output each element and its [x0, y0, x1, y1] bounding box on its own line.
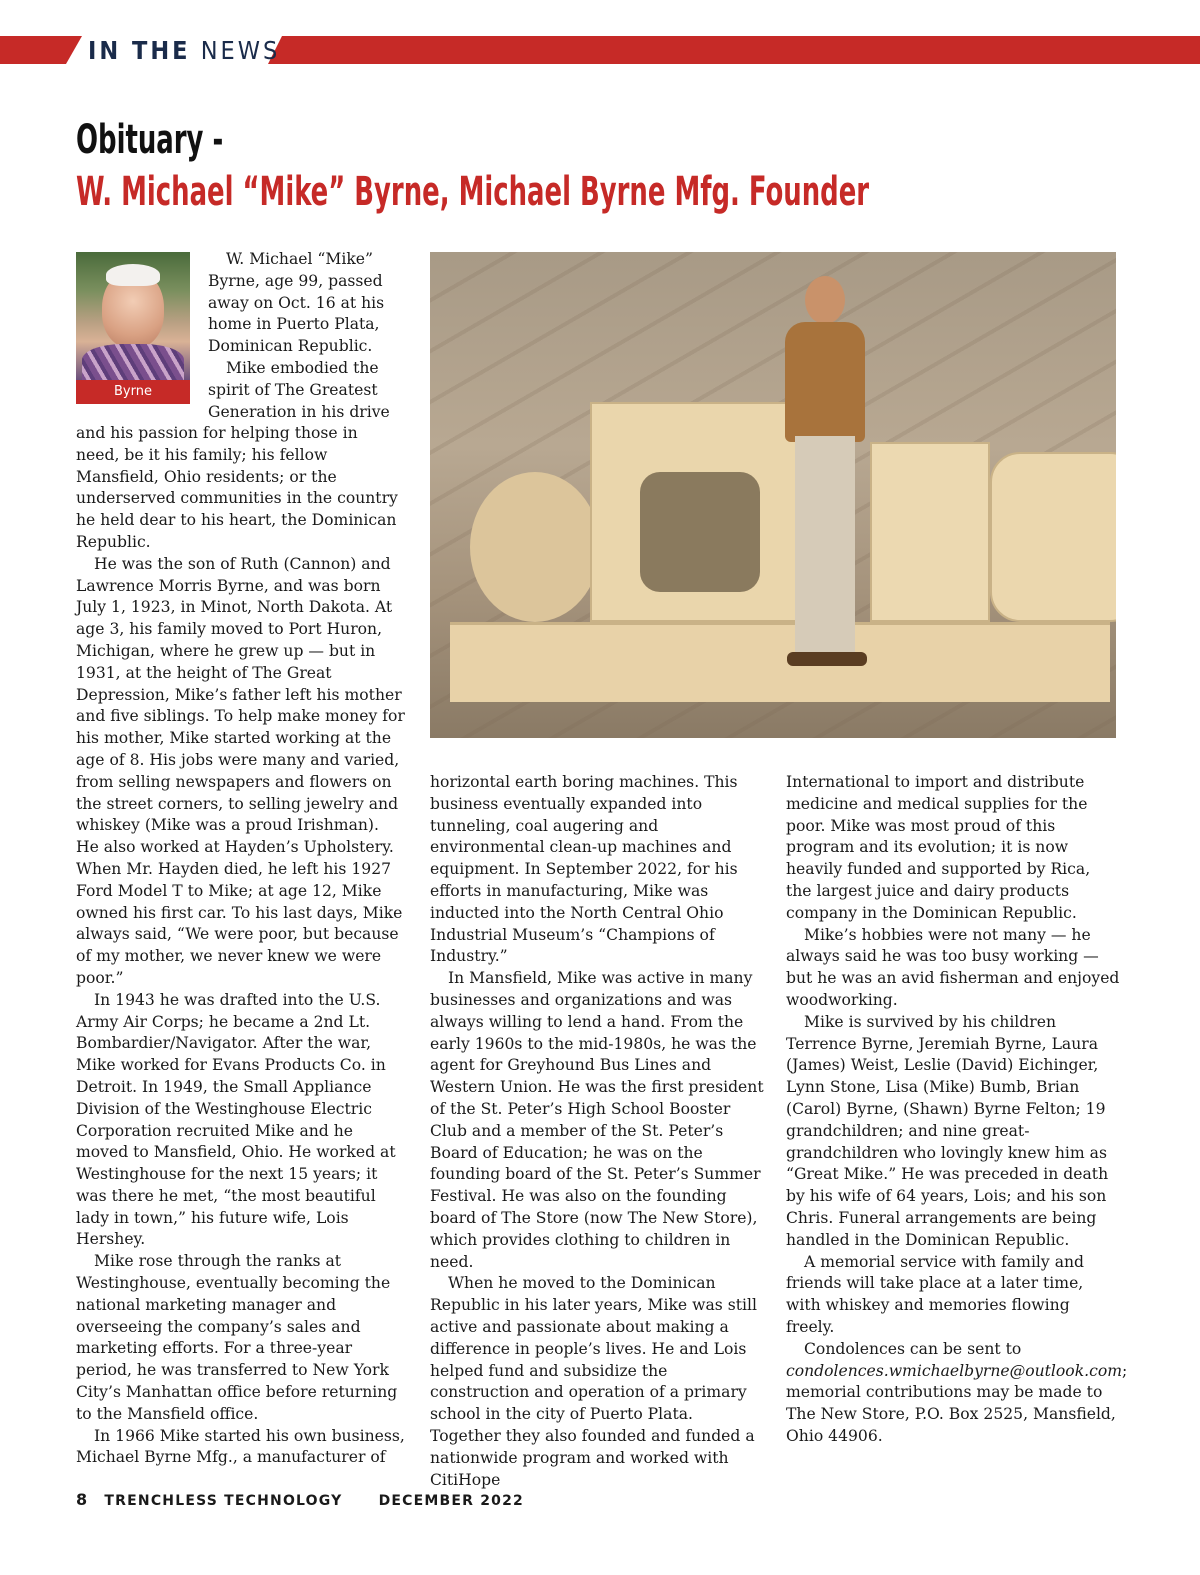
paragraph: Mike embodied the spirit of The Greatest Generation in his drive — [208, 358, 390, 421]
page-number: 8 — [76, 1490, 89, 1509]
portrait-shirt — [82, 344, 184, 380]
man-shirt — [785, 322, 865, 442]
intro-text — [208, 249, 404, 423]
machine-engine — [640, 472, 760, 592]
standing-man — [755, 276, 865, 676]
paragraph: International to import and distribute medicine and medical supplies for the poor. Mike was most proud of this program and its evolution; it is now heavily funded and supported by Rica, the largest juice and dairy products company in the Dominican Republic. — [786, 773, 1091, 922]
portrait-photo — [76, 252, 190, 380]
page-footer — [76, 1490, 524, 1509]
machine-tank — [870, 442, 990, 622]
paragraph: In Mansfield, Mike was active in many businesses and organizations and was always willing to lend a hand. From the early 1960s to the mid-1980s, he was the agent for Greyhound Bus Lines and Western Union. He was the first president of the St. Peter’s High School Booster Club and a member of the St. Peter’s Board of Education; he was on the founding board of the St. Peter’s Summer Festival. He was also on the founding board of The Store (now The New Store), which provides clothing to children in need. — [430, 969, 764, 1271]
column-2 — [430, 772, 764, 1491]
paragraph: horizontal earth boring machines. This business eventually expanded into tunneling, coal augering and environmental clean-up machines and equipment. In September 2022, for his efforts in manufacturing, Mike was inducted into the North Central Ohio Industrial Museum’s “Champions of Industry.” — [430, 773, 738, 966]
condolences-lead: Condolences can be sent to — [804, 1339, 1022, 1358]
paragraph: In 1966 Mike started his own business, Michael Byrne Mfg., a manufacturer of — [76, 1426, 405, 1467]
machine-drum — [990, 452, 1116, 622]
man-trousers — [795, 436, 855, 656]
magazine-name: TRENCHLESS TECHNOLOGY — [104, 1493, 343, 1509]
article-headline — [76, 114, 1136, 218]
condolences-email-link[interactable]: condolences.wmichaelbyrne@outlook.com — [786, 1361, 1123, 1380]
section-label — [88, 35, 280, 67]
header-band-right — [268, 36, 1200, 64]
paragraph: and his passion for helping those in need, be it his family; his fellow Mansfield, Ohio residents; or the underserved communities in the country he held dear to his heart, the Dominican Republic. — [76, 424, 398, 551]
paragraph: A memorial service with family and friends will take place at a later time, with whiskey and memories flowing freely. — [786, 1252, 1085, 1336]
section-label-strong: IN THE — [88, 36, 191, 65]
headline-kicker: Obituary - — [76, 117, 224, 163]
paragraph: He was the son of Ruth (Cannon) and Lawrence Morris Byrne, and was born July 1, 1923, in Minot, North Dakota. At age 3, his family moved to Port Huron, Michigan, where he grew up — but in 1931, at the height of The Great Depression, Mike’s father left his mother and five siblings. To help make money for his mother, Mike started working at the age of 8. His jobs were many and varied, from selling newspapers and flowers on the street corners, to selling jewelry and whiskey (Mike was a proud Irishman). He also worked at Hayden’s Upholstery. When Mr. Hayden died, he left his 1927 Ford Model T to Mike; at age 12, Mike owned his first car. To his last days, Mike always said, “We were poor, but because of my mother, we never knew we were poor.” — [76, 554, 405, 987]
paragraph: When he moved to the Dominican Republic in his later years, Mike was still active and passionate about making a difference in people’s lives. He and Lois helped fund and subsidize the construction and operation of a primary school in the city of Puerto Plata. Together they also founded and funded a nationwide program and worked with CitiHope — [430, 1274, 757, 1489]
condolences-tail: ; memorial contributions may be made to The New Store, P.O. Box 2525, Mansfield, Ohio 44906. — [786, 1361, 1128, 1445]
paragraph: Mike is survived by his children Terrence Byrne, Jeremiah Byrne, Laura (James) Weist, Leslie (David) Eichinger, Lynn Stone, Lisa (Mike) Bumb, Brian (Carol) Byrne, (Shawn) Byrne Felton; 19 grandchildren; and nine great-grandchildren who lovingly knew him as “Great Mike.” He was preceded in death by his wife of 64 years, Lois; and his son Chris. Funeral arrangements are being handled in the Dominican Republic. — [786, 1012, 1109, 1249]
paragraph: In 1943 he was drafted into the U.S. Army Air Corps; he became a 2nd Lt. Bombardier/Navigator. After the war, Mike worked for Evans Products Co. in Detroit. In 1949, the Small Appliance Division of the Westinghouse Electric Corporation recruited Mike and he moved to Mansfield, Ohio. He worked at Westinghouse for the next 15 years; it was there he met, “the most beautiful lady in town,” his future wife, Lois Hershey. — [76, 990, 396, 1249]
section-label-light: NEWS — [200, 36, 281, 65]
portrait-caption: Byrne — [76, 380, 190, 404]
paragraph: Mike rose through the ranks at Westinghouse, eventually becoming the national marketing manager and overseeing the company’s sales and marketing efforts. For a three-year period, he was transferred to New York City’s Manhattan office before returning to the Mansfield office. — [76, 1252, 398, 1423]
condolences-paragraph — [786, 1339, 1128, 1448]
column-3 — [786, 772, 1128, 1448]
machine-wheel — [470, 472, 600, 622]
column-1 — [76, 423, 406, 1469]
machine-photo — [430, 252, 1116, 738]
paragraph: Mike’s hobbies were not many — he always said he was too busy working — but he was an avid fisherman and enjoyed woodworking. — [786, 925, 1120, 1009]
portrait-hair — [106, 264, 160, 286]
issue-date: DECEMBER 2022 — [378, 1493, 524, 1509]
man-head — [805, 276, 845, 324]
paragraph: W. Michael “Mike” Byrne, age 99, passed away on Oct. 16 at his home in Puerto Plata, Dominican Republic. — [208, 250, 385, 356]
man-shoes — [787, 652, 867, 666]
header-band-left-edge — [66, 36, 82, 64]
headline-title: W. Michael “Mike” Byrne, Michael Byrne Mfg. Founder — [76, 169, 870, 215]
